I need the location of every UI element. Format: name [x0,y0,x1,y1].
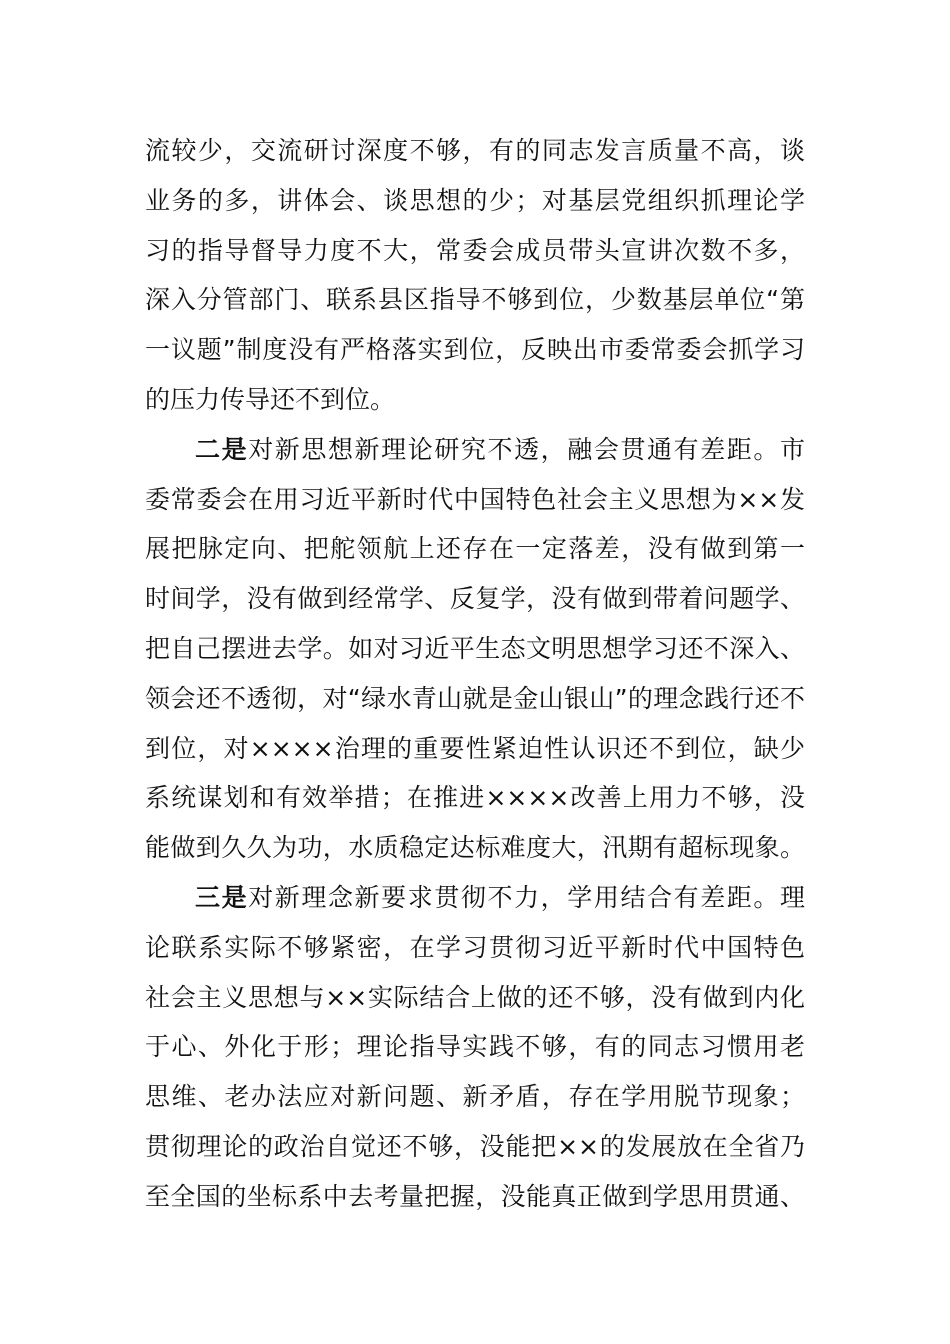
text-line: 习的指导督导力度不大，常委会成员带头宣讲次数不多， [145,235,805,265]
paragraph-first-line [145,425,805,475]
paragraph-first-line [145,873,805,923]
text-line: 思维、老办法应对新问题、新矛盾，存在学用脱节现象； [145,1082,805,1112]
text-line: 委常委会在用习近平新时代中国特色社会主义思想为××发 [145,484,805,514]
paragraph-first-text: 对新理念新要求贯彻不力，学用结合有差距。理 [248,882,805,912]
text-line: 一议题”制度没有严格落实到位，反映出市委常委会抓学习 [145,335,805,365]
document-body [145,126,805,1222]
text-line: 到位，对××××治理的重要性紧迫性认识还不到位，缺少 [145,733,805,763]
text-line: 深入分管部门、联系县区指导不够到位，少数基层单位“第 [145,285,805,315]
text-line: 领会还不透彻，对“绿水青山就是金山银山”的理念践行还不 [145,683,805,713]
paragraph-lead: 三是 [195,882,249,912]
text-line: 社会主义思想与××实际结合上做的还不够，没有做到内化 [145,982,805,1012]
text-line: 至全国的坐标系中去考量把握，没能真正做到学思用贯通、 [145,1181,805,1211]
text-line: 论联系实际不够紧密，在学习贯彻习近平新时代中国特色 [145,932,805,962]
paragraph-lead: 二是 [195,434,249,464]
text-line: 业务的多，讲体会、谈思想的少；对基层党组织抓理论学 [145,185,805,215]
text-line: 展把脉定向、把舵领航上还存在一定落差，没有做到第一 [145,534,805,564]
text-line: 于心、外化于形；理论指导实践不够，有的同志习惯用老 [145,1032,805,1062]
text-line: 贯彻理论的政治自觉还不够，没能把××的发展放在全省乃 [145,1131,805,1161]
text-line: 流较少，交流研讨深度不够，有的同志发言质量不高，谈 [145,136,805,165]
text-line: 能做到久久为功，水质稳定达标难度大，汛期有超标现象。 [145,833,805,863]
text-line: 把自己摆进去学。如对习近平生态文明思想学习还不深入、 [145,633,805,663]
paragraph-first-text: 对新思想新理论研究不透，融会贯通有差距。市 [248,434,805,464]
text-line: 的压力传导还不到位。 [145,384,396,414]
text-line: 系统谋划和有效举措；在推进××××改善上用力不够，没 [145,783,805,813]
text-line: 时间学，没有做到经常学、反复学，没有做到带着问题学、 [145,584,805,614]
